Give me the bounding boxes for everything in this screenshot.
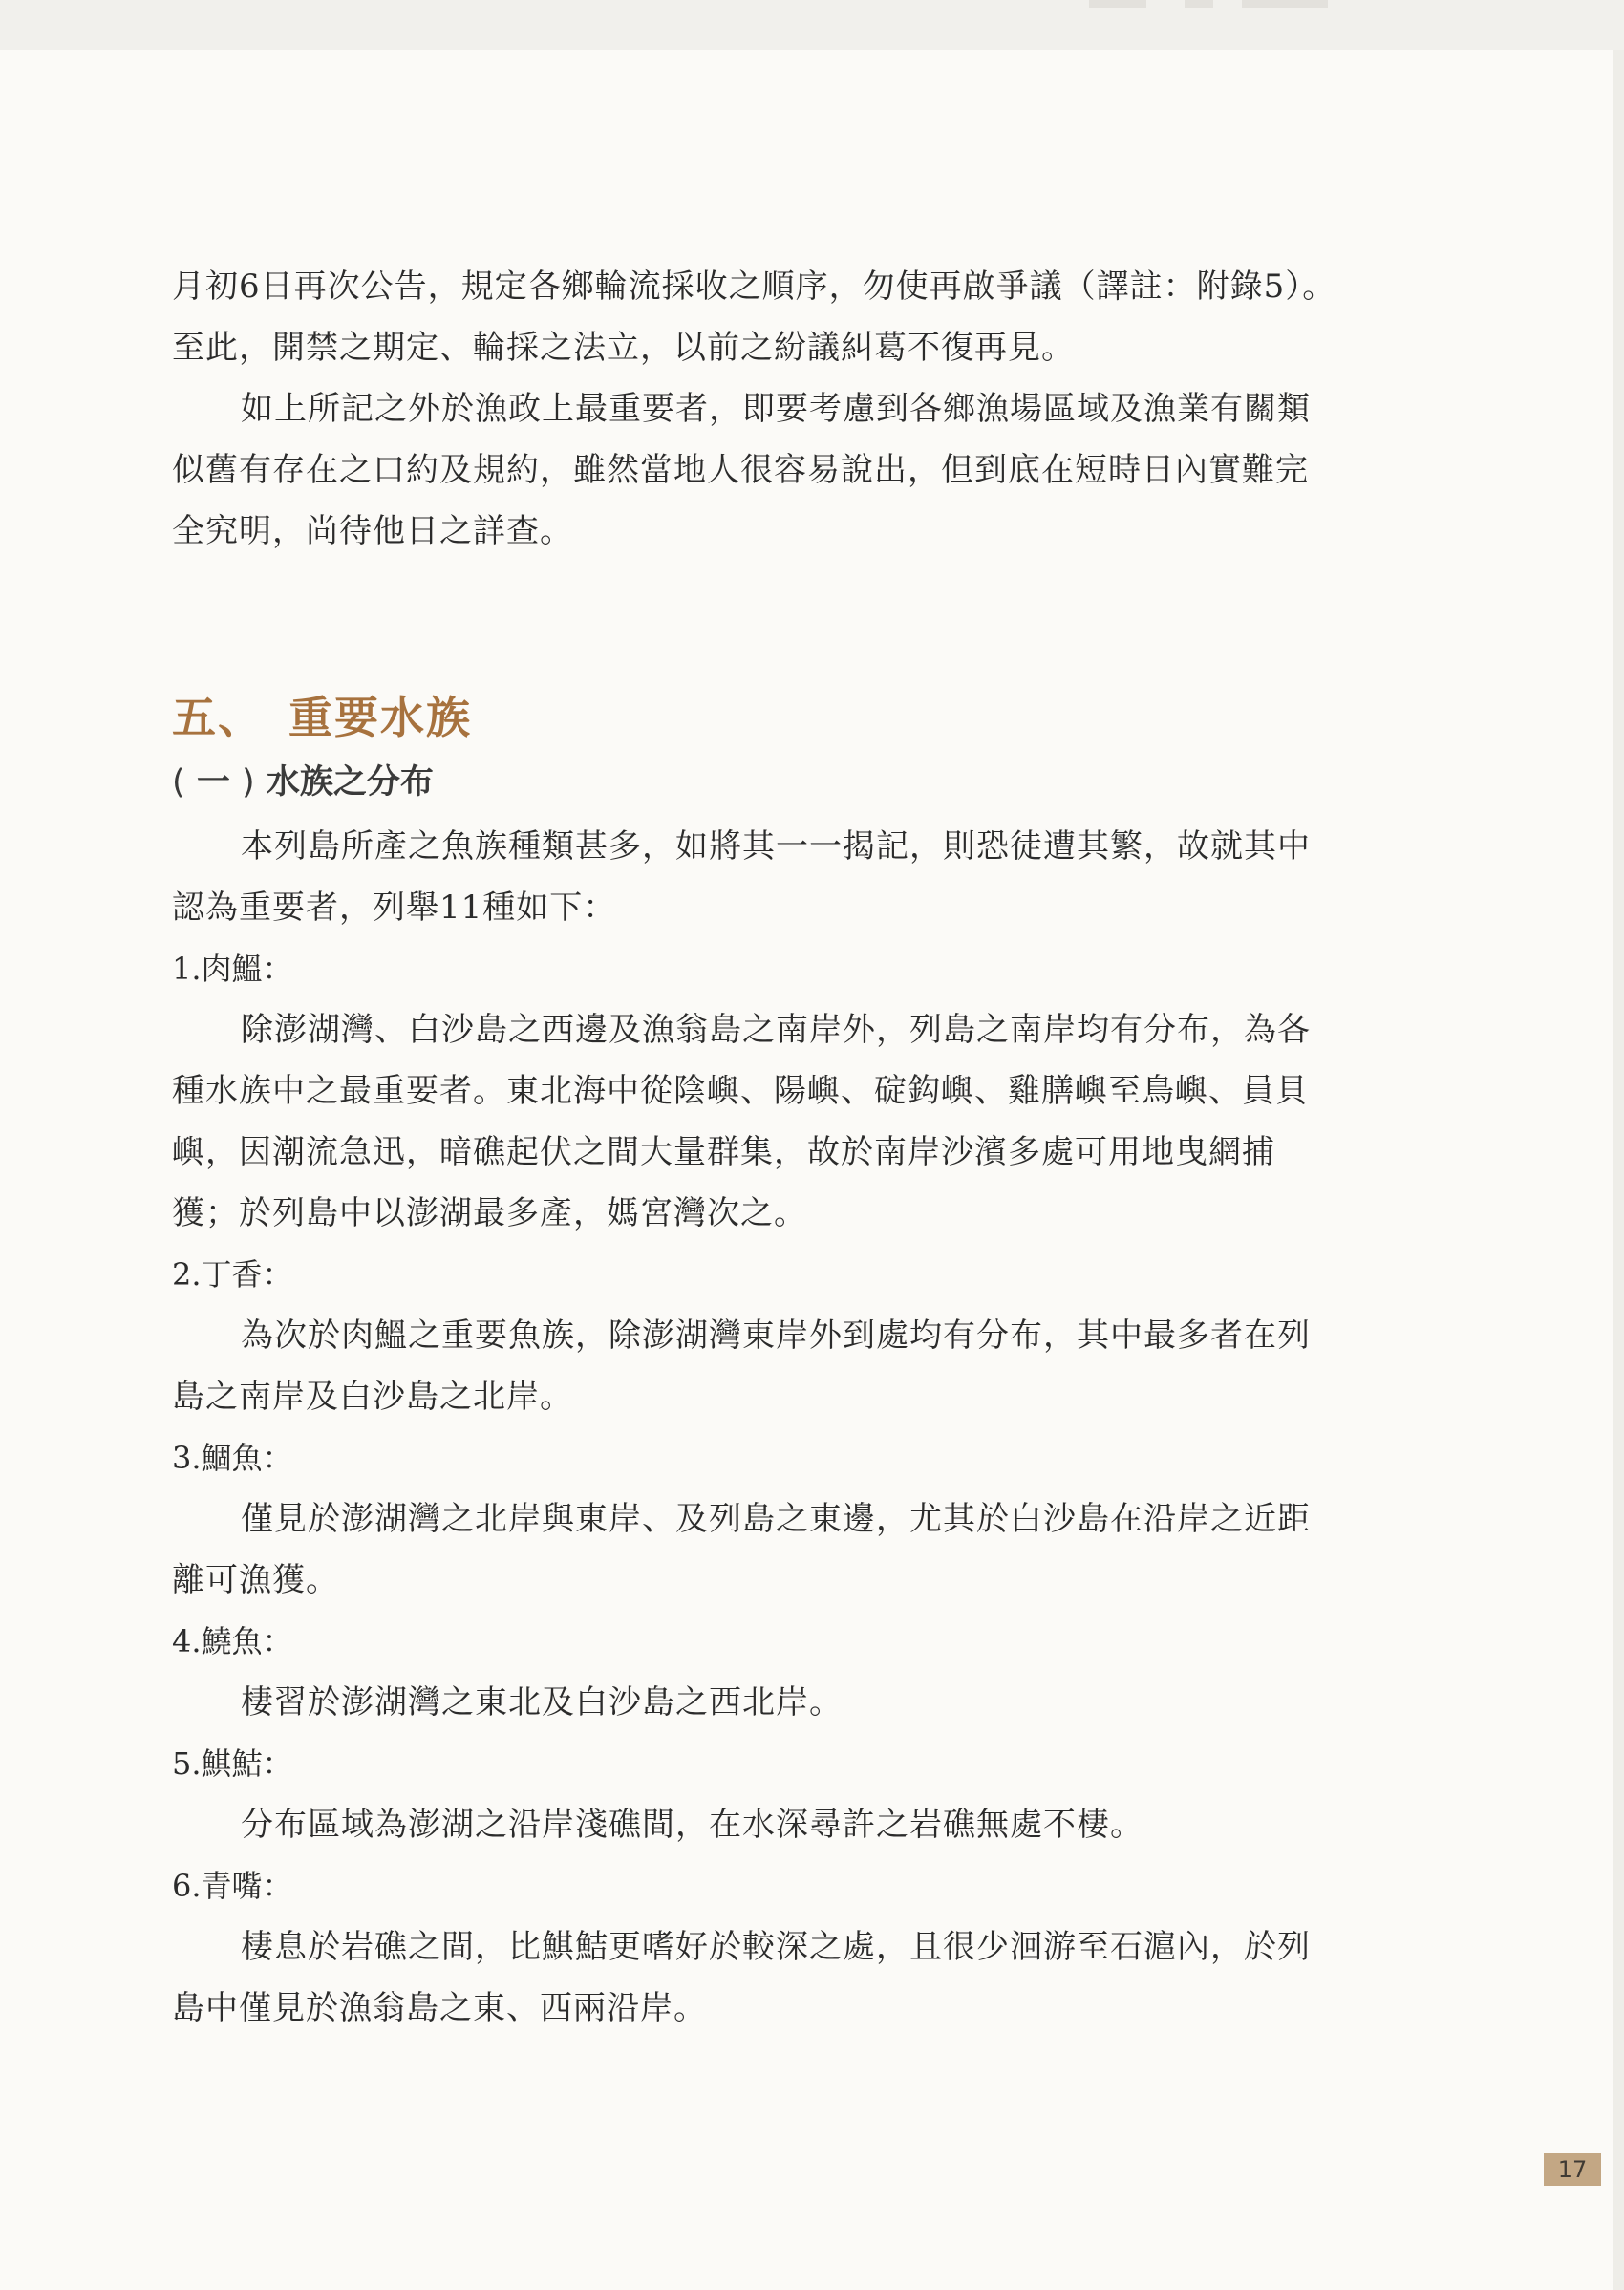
page-top-band bbox=[0, 0, 1624, 50]
page-number: 17 bbox=[1544, 2153, 1601, 2186]
section-heading bbox=[172, 682, 1385, 753]
species-item bbox=[172, 1611, 1385, 1733]
species-title: 6.青嘴： bbox=[172, 1868, 293, 1904]
print-mark bbox=[1185, 0, 1213, 8]
species-line: 僅見於澎湖灣之北岸與東岸、及列島之東邊，尤其於白沙島在沿岸之近距 bbox=[241, 1500, 1311, 1538]
intro-line: 本列島所產之魚族種類甚多，如將其一一揭記，則恐徒遭其繁，故就其中 bbox=[241, 827, 1311, 866]
body-line: 至此，開禁之期定、輪採之法立，以前之紛議糾葛不復再見。 bbox=[172, 329, 1075, 367]
subsection-number: 一 bbox=[196, 763, 230, 802]
body-line: 全究明，尚待他日之詳查。 bbox=[172, 512, 573, 550]
species-title: 1.肉鰮： bbox=[172, 951, 293, 987]
species-item bbox=[172, 1427, 1385, 1611]
page-edge bbox=[1613, 50, 1624, 2290]
body-line: 月初6日再次公告，規定各鄉輪流採收之順序，勿使再啟爭議（譯註：附錄5）。 bbox=[172, 268, 1336, 306]
subsection-paren-close: ) bbox=[242, 763, 255, 802]
species-title: 3.鯝魚： bbox=[172, 1440, 293, 1476]
species-line: 種水族中之最重要者。東北海中從陰嶼、陽嶼、碇鈎嶼、雞膳嶼至鳥嶼、員貝 bbox=[172, 1072, 1309, 1110]
species-item bbox=[172, 1244, 1385, 1427]
species-line: 島之南岸及白沙島之北岸。 bbox=[172, 1378, 573, 1416]
section-title: 重要水族 bbox=[288, 692, 472, 743]
species-line: 嶼，因潮流急迅，暗礁起伏之間大量群集，故於南岸沙濱多處可用地曳網捕 bbox=[172, 1133, 1275, 1171]
section-number: 五、 bbox=[172, 692, 264, 743]
subsection-title: 水族之分布 bbox=[266, 763, 434, 802]
intro-line: 認為重要者，列舉11種如下： bbox=[172, 888, 617, 927]
species-line: 棲息於岩礁之間，比鯕鮚更嗜好於較深之處，且很少洄游至石滬內，於列 bbox=[241, 1928, 1311, 1966]
print-mark bbox=[1089, 0, 1146, 8]
body-line: 如上所記之外於漁政上最重要者，即要考慮到各鄉漁場區域及漁業有關類 bbox=[241, 390, 1311, 428]
species-line: 除澎湖灣、白沙島之西邊及漁翁島之南岸外，列島之南岸均有分布，為各 bbox=[241, 1011, 1311, 1049]
page-content bbox=[172, 256, 1385, 2039]
subsection-heading bbox=[172, 753, 1385, 812]
species-line: 分布區域為澎湖之沿岸淺礁間，在水深尋許之岩礁無處不棲。 bbox=[241, 1806, 1143, 1844]
species-item bbox=[172, 938, 1385, 1244]
species-line: 島中僅見於漁翁島之東、西兩沿岸。 bbox=[172, 1989, 707, 2027]
species-title: 5.鯕鮚： bbox=[172, 1745, 293, 1782]
species-item bbox=[172, 1733, 1385, 1855]
species-title: 4.鱙魚： bbox=[172, 1623, 293, 1659]
species-line: 為次於肉鰮之重要魚族，除澎湖灣東岸外到處均有分布，其中最多者在列 bbox=[241, 1316, 1311, 1355]
species-line: 獲；於列島中以澎湖最多產，媽宮灣次之。 bbox=[172, 1194, 807, 1232]
print-mark bbox=[1242, 0, 1328, 8]
species-line: 離可漁獲。 bbox=[172, 1561, 339, 1599]
body-line: 似舊有存在之口約及規約，雖然當地人很容易說出，但到底在短時日內實難完 bbox=[172, 451, 1309, 489]
species-title: 2.丁香： bbox=[172, 1256, 293, 1293]
species-line: 棲習於澎湖灣之東北及白沙島之西北岸。 bbox=[241, 1683, 843, 1722]
subsection-paren-open: ( bbox=[172, 763, 185, 802]
species-item bbox=[172, 1855, 1385, 2039]
